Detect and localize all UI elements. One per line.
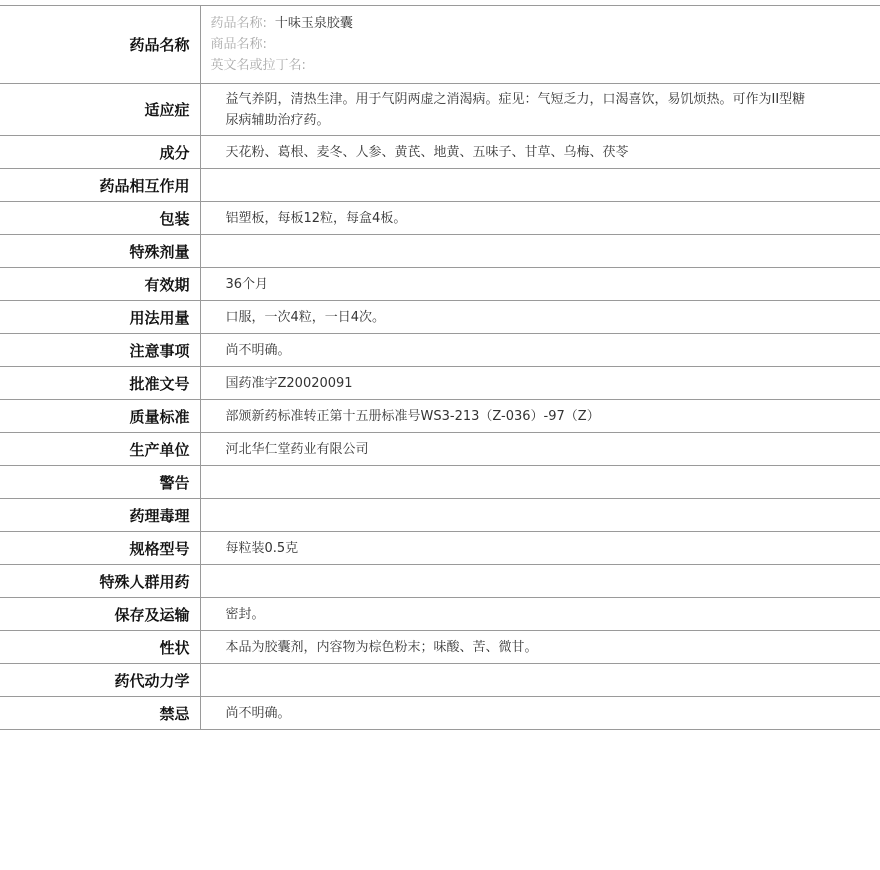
row-usage [0,301,880,334]
indications-label: 适应症 [0,84,200,136]
storage-value: 密封。 [225,606,265,622]
manufacturer-value: 河北华仁堂药业有限公司 [225,441,369,457]
packaging-value: 铝塑板，每板12粒，每盒4板。 [225,210,407,226]
drug-name-cell [200,6,880,84]
warning-value [200,466,880,499]
row-special-dosage [0,235,880,268]
description-label: 性状 [0,631,200,664]
special-dosage-value [200,235,880,268]
warning-label: 警告 [0,466,200,499]
specification-label: 规格型号 [0,532,200,565]
quality-standard-label: 质量标准 [0,400,200,433]
row-pharmacokinetics [0,664,880,697]
row-shelf-life [0,268,880,301]
packaging-label: 包装 [0,202,200,235]
special-dosage-label: 特殊剂量 [0,235,200,268]
row-interactions [0,169,880,202]
row-packaging [0,202,880,235]
manufacturer-label: 生产单位 [0,433,200,466]
row-manufacturer [0,433,880,466]
shelf-life-label: 有效期 [0,268,200,301]
row-indications [0,84,880,136]
interactions-label: 药品相互作用 [0,169,200,202]
contraindications-label: 禁忌 [0,697,200,730]
special-population-value [200,565,880,598]
quality-standard-value: 部颁新药标准转正第十五册标准号WS3-213（Z-036）-97（Z） [225,408,600,424]
row-warning [0,466,880,499]
generic-name-value: 十味玉泉胶囊 [274,16,353,31]
contraindications-value: 尚不明确。 [225,705,291,721]
row-ingredients [0,136,880,169]
row-drug-name [0,6,880,84]
row-quality-standard [0,400,880,433]
drug-name-label: 药品名称 [0,6,200,84]
pharmacology-value [200,499,880,532]
description-value: 本品为胶囊剂，内容物为棕色粉末；味酸、苦、微甘。 [225,639,538,655]
interactions-value [200,169,880,202]
usage-value: 口服，一次4粒，一日4次。 [225,309,386,325]
usage-label: 用法用量 [0,301,200,334]
trade-name-label: 商品名称: [210,37,267,52]
row-specification [0,532,880,565]
indications-cell [200,84,880,136]
indications-value: 益气养阴，清热生津。用于气阴两虚之消渴病。症见：气短乏力，口渴喜饮，易饥烦热。可作为II型糖尿病辅助治疗药。 [225,91,806,128]
generic-name-label: 药品名称: [210,16,267,31]
row-storage [0,598,880,631]
english-name-label: 英文名或拉丁名: [210,58,306,73]
pharmacokinetics-value [200,664,880,697]
ingredients-value: 天花粉、葛根、麦冬、人参、黄芪、地黄、五味子、甘草、乌梅、茯苓 [225,144,629,160]
row-contraindications [0,697,880,730]
precautions-value: 尚不明确。 [225,342,291,358]
special-population-label: 特殊人群用药 [0,565,200,598]
row-description [0,631,880,664]
drug-info-table [0,5,880,730]
ingredients-label: 成分 [0,136,200,169]
row-pharmacology [0,499,880,532]
pharmacology-label: 药理毒理 [0,499,200,532]
shelf-life-value: 36个月 [225,276,269,292]
approval-number-label: 批准文号 [0,367,200,400]
pharmacokinetics-label: 药代动力学 [0,664,200,697]
precautions-label: 注意事项 [0,334,200,367]
storage-label: 保存及运输 [0,598,200,631]
row-special-population [0,565,880,598]
approval-number-value: 国药准字Z20020091 [225,375,353,391]
row-approval-number [0,367,880,400]
generic-name-line [211,13,880,34]
row-precautions [0,334,880,367]
specification-value: 每粒装0.5克 [225,540,299,556]
